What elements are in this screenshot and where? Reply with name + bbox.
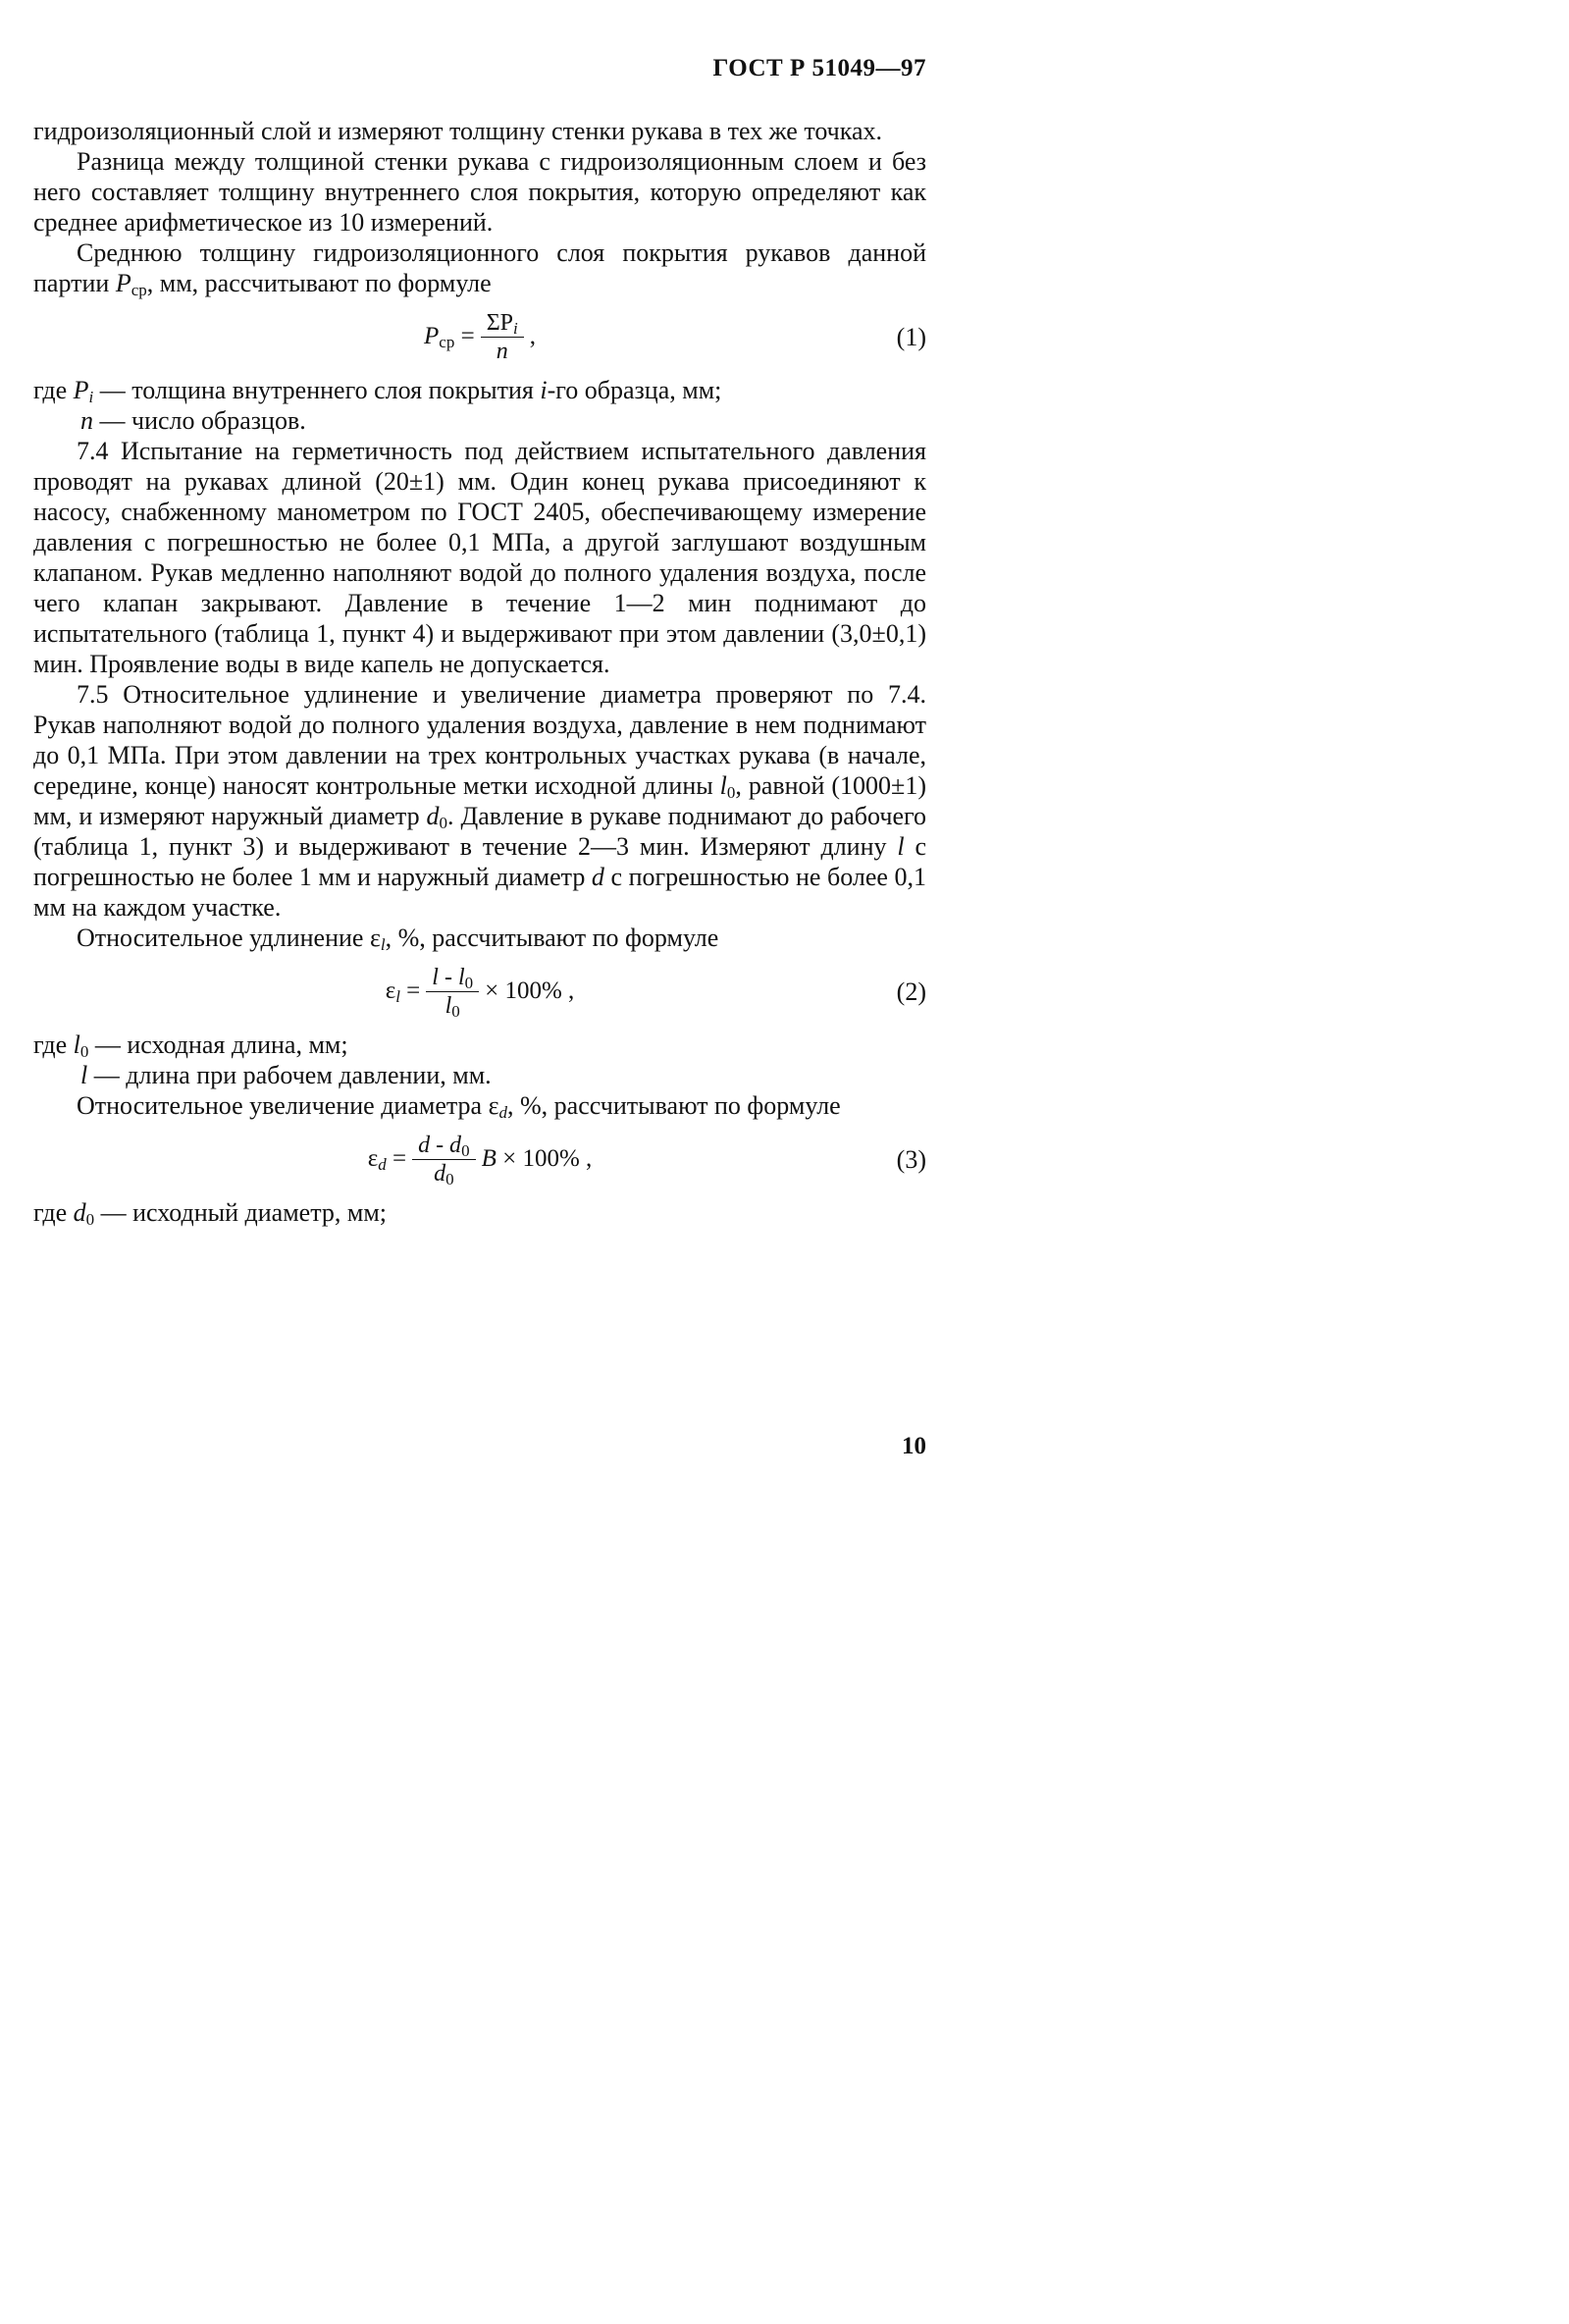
where-clause: где $l_0$ — исходная длина, мм; (33, 1030, 348, 1061)
formula-number: (1) (896, 323, 926, 351)
formula-2: $\varepsilon_l$ = $\frac{l - l_0}{l_0}$ × 100% , (2) (385, 964, 926, 1021)
where-clause: l — длина при рабочем давлении, мм. (80, 1061, 492, 1089)
document-header: ГОСТ Р 51049—97 (712, 55, 926, 81)
paragraph-diameter-increase: Относительное увеличение диаметра $\varepsilon_d$, %, рассчитывают по формуле (77, 1091, 841, 1122)
where-clause: где $P_i$ — толщина внутреннего слоя покрытия i-го образца, мм; (33, 376, 722, 406)
section-7-5: 7.5 Относительное удлинение и увеличение диаметра проверяют по 7.4. Рукав наполняют водой до полного удаления воздуха, давление в нем поднимают до 0,1 МПа. При этом давлении на трех контрольных участках рукава (в начале, середине, конце) наносят контрольные метки исходной длины $l_0$, равной (1000±1) мм, и измеряют наружный диаметр $d_0$. Давление в рукаве поднимают до рабочего (таблица 1, пункт 3) и выдерживают в течение 2—3 мин. Измеряют длину l с погрешностью не более 1 мм и наружный диаметр d с погрешностью не более 0,1 мм на каждом участке. (33, 680, 927, 922)
paragraph-continuation: гидроизоляционный слой и измеряют толщину стенки рукава в тех же точках. (33, 117, 883, 145)
formula-number: (2) (896, 977, 926, 1006)
formula-1: $P_{ср}$ = $\frac{\Sigma P_i}{n}$ , (1) (424, 309, 926, 364)
paragraph-average-thickness: Среднюю толщину гидроизоляционного слоя покрытия рукавов данной партии $P_{ср}$, мм, рассчитывают по формуле (33, 238, 926, 299)
page-number: 10 (902, 1433, 926, 1459)
where-clause: n — число образцов. (80, 406, 306, 435)
formula-3: $\varepsilon_d$ = $\frac{d - d_0}{d_0}$ B × 100% , (3) (367, 1132, 926, 1188)
where-clause: где $d_0$ — исходный диаметр, мм; (33, 1198, 388, 1229)
paragraph-elongation: Относительное удлинение $\varepsilon_l$, %, рассчитывают по формуле (77, 924, 719, 954)
fraction: $\frac{\Sigma P_i}{n}$ (481, 310, 524, 364)
fraction: $\frac{d - d_0}{d_0}$ (412, 1133, 476, 1187)
page-body (33, 116, 926, 1228)
section-7-4: 7.4 Испытание на герметичность под действием испытательного давления проводят на рукавах длиной (20±1) мм. Один конец рукава присоединяют к насосу, снабженному манометром по ГОСТ 2405, обеспечивающему измерение давления с погрешностью не более 0,1 МПа, а другой заглушают воздушным клапаном. Рукав медленно наполняют водой до полного удаления воздуха, после чего клапан закрывают. Давление в течение 1—2 мин поднимают до испытательного (таблица 1, пункт 4) и выдерживают при этом давлении (3,0±0,1) мин. Проявление воды в виде капель не допускается. (33, 437, 926, 678)
fraction: $\frac{l - l_0}{l_0}$ (426, 965, 479, 1019)
formula-number: (3) (896, 1145, 926, 1174)
paragraph-thickness-difference: Разница между толщиной стенки рукава с гидроизоляционным слоем и без него составляет толщину внутреннего слоя покрытия, которую определяют как среднее арифметическое из 10 измерений. (33, 147, 926, 237)
